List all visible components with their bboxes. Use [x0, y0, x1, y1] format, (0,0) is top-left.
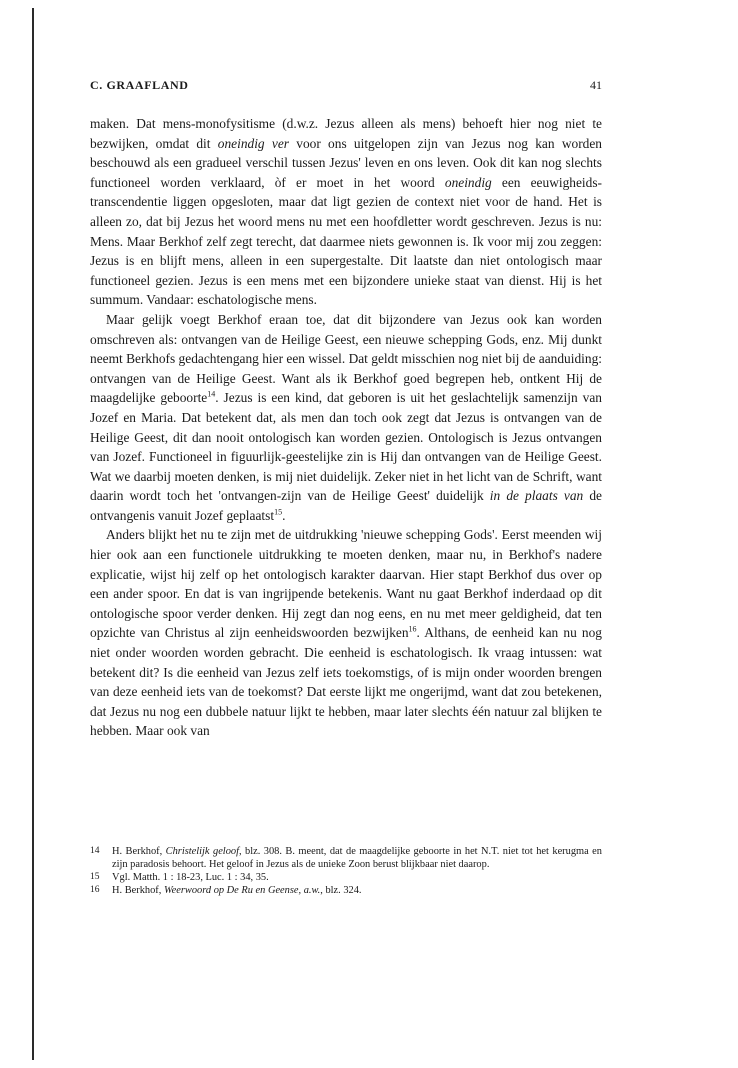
- text-segment: maken. Dat mens-monofysitisme (d.w.z. Jezus alleen als mens) behoeft hier nog niet te bezwijken, omdat dit: [90, 116, 602, 151]
- page-edge-line: [32, 8, 34, 1060]
- text-segment: .: [282, 507, 286, 523]
- italic-text-segment: Christelijk geloof: [165, 846, 239, 857]
- body-paragraph: [90, 114, 602, 310]
- footnote-text: [112, 884, 602, 897]
- italic-text-segment: in de plaats van: [489, 488, 584, 504]
- footnote-number: 14: [90, 846, 100, 856]
- text-segment: voor ons uitgelopen zijn van Jezus nog kan worden beschouwd als een gradueel verschil tussen Jezus' leven en ons leven. Ook dit kan nog slechts functioneel worden verklaard, òf er moet in het woord: [90, 135, 602, 190]
- footnote-reference: 15: [274, 507, 283, 517]
- text-segment: de ontvangenis vanuit Jozef geplaatst: [90, 488, 602, 523]
- text-segment: H. Berkhof,: [112, 885, 164, 896]
- text-segment: Maar gelijk voegt Berkhof eraan toe, dat dit bijzondere van Jezus ook kan worden omschreven als: ontvangen van de Heilige Geest, een nieuwe schepping Gods, enz. Mij dunkt neemt Berkhofs gedachtengang hier een wissel. Dat geldt misschien nog niet bij de aanduiding: ontvangen van de Heilige Geest. Want als ik Berkhof goed begrepen heb, ontkent Hij de maagdelijke geboorte: [90, 311, 602, 406]
- footnote-number: 16: [90, 885, 100, 895]
- footnote: [90, 845, 602, 871]
- italic-text-segment: oneindig ver: [217, 135, 289, 151]
- body-paragraph: [90, 310, 602, 526]
- footnote-reference: 16: [408, 624, 417, 634]
- body-text: [90, 114, 602, 741]
- page-number: 41: [590, 78, 602, 92]
- footnote: [90, 871, 602, 884]
- text-segment: . Jezus is een kind, dat geboren is uit het geslachtelijk samenzijn van Jozef en Maria. Dat betekent dat, als men dan toch ook zegt dat Jezus is ontvangen van de Heilige Geest, dit dan nooit ontologisch kan worden gezien. Ontologisch is Jezus ontvangen van Jozef. Functioneel in figuurlijk-geestelijke zin is Hij dan ontvangen van de Heilige Geest. Wat we daarbij moeten denken, is mij niet duidelijk. Zeker niet in het licht van de Schrift, want daarin wordt toch het 'ontvangen-zijn van de Heilige Geest' duidelijk: [90, 390, 602, 504]
- italic-text-segment: Weerwoord op De Ru en Geense, a.w.: [163, 885, 321, 896]
- running-head: [90, 78, 602, 100]
- text-segment: H. Berkhof,: [112, 846, 166, 857]
- body-paragraph: [90, 525, 602, 741]
- page-content: [90, 78, 602, 741]
- text-segment: Anders blijkt het nu te zijn met de uitdrukking 'nieuwe schepping Gods'. Eerst meenden wij hier ook aan een functionele uitdrukking te moeten denken, maar nu, in Berkhof's nadere explicatie, wijst hij zelf op het ontologisch karakter daarvan. Hier stapt Berkhof dus over op een ander spoor. En dat is van ingrijpende betekenis. Want nu gaat Berkhof inderdaad op dit ontologische spoor verder denken. Hij zegt dan nog eens, en nu met meer geldigheid, dat ten opzichte van Christus al zijn eenheidswoorden bezwijken: [90, 527, 602, 641]
- text-segment: een eeuwigheids-transcendentie liggen opgesloten, maar dat ligt gezien de context niet voor de hand. Het is alleen zo, dat bij Jezus het woord mens nu met een hoofdletter wordt geschreven. Jezus is nu: Mens. Maar Berkhof zelf zegt terecht, dat daarmee niets gewonnen is. Ik voor mij zou zeggen: Jezus is en blijft mens, alleen in een supergestalte. Dit laatste dan niet ontologisch maar functioneel gezien. Jezus is een mens met een bijzondere unieke staat van dienst. Hij is het summum. Vandaar: eschatologische mens.: [90, 174, 603, 308]
- footnote-reference: 14: [207, 389, 216, 399]
- italic-text-segment: oneindig: [444, 174, 492, 190]
- text-segment: Vgl. Matth. 1 : 18-23, Luc. 1 : 34, 35.: [112, 872, 269, 883]
- running-head-author: C. GRAAFLAND: [90, 78, 189, 92]
- text-segment: . Althans, de eenheid kan nu nog niet onder woorden worden gebracht. Die eenheid is eschatologisch. Ik vraag intussen: wat betekent dit? Is die eenheid van Jezus zelf iets toekomstigs, of is mijn onder woorden brengen van deze eenheid iets van de toekomst? Dat eerste lijkt me ongerijmd, want dat zou betekenen, dat Jezus nu nog een dubbele natuur lijkt te hebben, maar later slechts één natuur zal blijken te hebben. Maar ook van: [90, 625, 602, 739]
- footnote-text: [112, 871, 602, 884]
- footnote: [90, 884, 602, 897]
- footnote-number: 15: [90, 872, 100, 882]
- footnote-text: [112, 845, 602, 871]
- text-segment: , blz. 308. B. meent, dat de maagdelijke geboorte in het N.T. niet tot het kerugma en zijn paradosis behoort. Het geloof in Jezus als de unieke Zoon berust blijkbaar niet daarop.: [112, 846, 602, 870]
- footnotes: [90, 845, 602, 897]
- text-segment: , blz. 324.: [320, 885, 362, 896]
